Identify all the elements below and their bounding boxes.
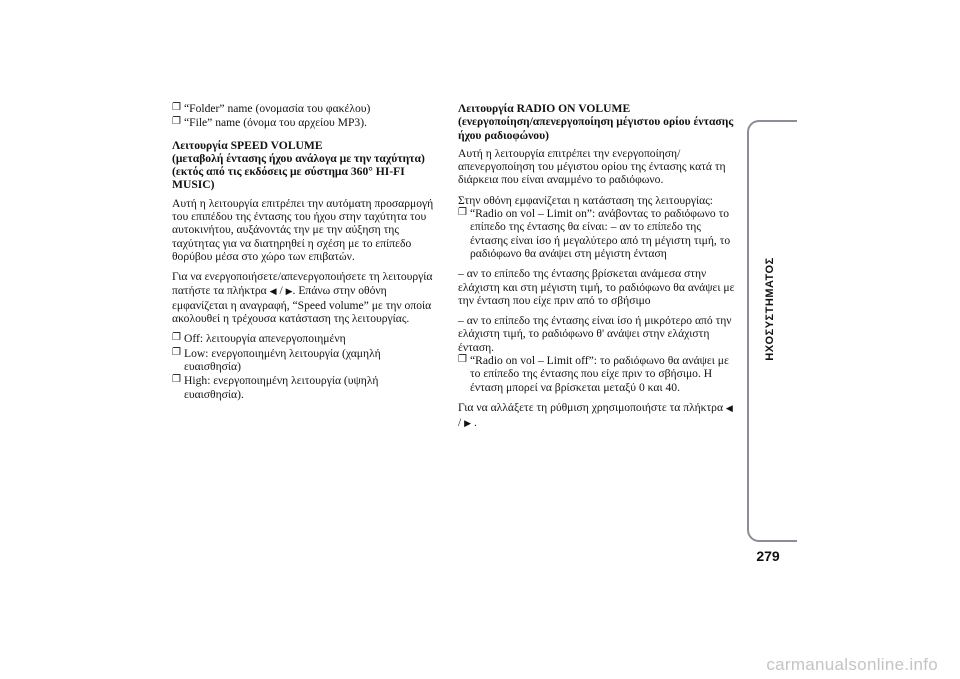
option-low: Low: ενεργοποιημένη λειτουργία (χαμηλή ευαισθησία) [184,346,381,374]
list-item [458,207,736,260]
page-number: 279 [756,548,780,564]
list-item [458,354,736,394]
arrow-left-icon: ◀ [269,286,277,297]
option-off: Off: λειτουργία απενεργοποιημένη [184,332,346,346]
limit-on-text: “Radio on vol – Limit on”: ανάβοντας το ραδιόφωνο το επίπεδο της έντασης θα είναι: – αν το επίπεδο της έντασης είναι ίσο ή μεγαλύτερο από τη μέγιστη τιμή, το ραδιόφωνο θα ανάψει στη μέγιστη ένταση [470,207,731,260]
speed-volume-activation: Για να ενεργοποιήσετε/απενεργοποιήσετε τη λειτουργία πατήστε τα πλήκτρα ◀ / ▶. Επάνω στην οθόνη εμφανίζεται η αναγραφή, “Speed volume” με την οποία ακολουθεί η τρέχουσα κατάσταση της λειτουργίας. [172,270,433,326]
checkbox-bullet-icon: ❐ [458,207,467,219]
left-column [172,102,440,402]
list-item [172,347,440,374]
arrow-right-icon: ▶ [464,419,472,430]
file-name-text: “File” name (όνομα του αρχείου MP3). [184,116,367,130]
option-high: High: ενεργοποιημένη λειτουργία (υψηλή ευαισθησία). [184,374,379,401]
limit-lower-text: – αν το επίπεδο της έντασης είναι ίσο ή μικρότερο από την ελάχιστη τιμή, το ραδιόφωνο θ' ανάψει στην ελάχιστη ένταση. [458,314,732,354]
speed-volume-description: Αυτή η λειτουργία επιτρέπει την αυτόματη προσαρμογή του επιπέδου της έντασης του ήχου στην ταχύτητα του αυτοκινήτου, αυξάνοντάς την με την αύξηση της ταχύτητας για να διατηρηθεί η σχέση με το επίπεδο θορύβου μέσα στο χώρο των επιβατών. [172,196,434,263]
checkbox-bullet-icon: ❐ [172,116,181,128]
change-setting-text: Για να αλλάξετε τη ρύθμιση χρησιμοποιήστε τα πλήκτρα ◀ / ▶ . [458,400,733,430]
list-item [172,102,440,115]
limit-off-text: “Radio on vol – Limit off”: το ραδιόφωνο θα ανάψει με το επίπεδο της έντασης που είχε πριν το σβήσιμο. Η ένταση μπορεί να βρίσκεται μεταξύ 0 και 40. [470,354,729,394]
speed-volume-heading: Λειτουργία SPEED VOLUME (μεταβολή έντασης ήχου ανάλογα με την ταχύτητα) (εκτός από τις εκδόσεις με σύστημα 360° HI-FI MUSIC) [172,138,425,192]
checkbox-bullet-icon: ❐ [172,346,181,358]
arrow-left-icon: ◀ [725,403,733,414]
list-item [172,116,440,129]
folder-name-text: “Folder” name (ονομασία του φακέλου) [184,102,371,115]
radio-on-volume-description: Αυτή η λειτουργία επιτρέπει την ενεργοποίηση/απενεργοποίηση του μέγιστου ορίου της έντασης κατά τη διάρκεια που είναι αναμμένο το ραδιόφωνο. [458,146,726,187]
checkbox-bullet-icon: ❐ [172,374,181,386]
radio-on-volume-heading: Λειτουργία RADIO ON VOLUME (ενεργοποίηση/απενεργοποίηση μέγιστου ορίου έντασης ήχου ραδιοφώνου) [458,102,734,142]
checkbox-bullet-icon: ❐ [172,332,181,344]
limit-between-text: – αν το επίπεδο της έντασης βρίσκεται ανάμεσα στην ελάχιστη και στη μέγιστη τιμή, το ραδιόφωνο θα ανάψει με την ένταση που είχε πριν από το σβήσιμο [458,267,735,307]
radio-status-text: Στην οθόνη εμφανίζεται η κατάσταση της λειτουργίας: [458,193,714,207]
right-column [458,102,736,439]
list-item [172,374,440,401]
checkbox-bullet-icon: ❐ [458,354,467,366]
list-item [172,332,440,345]
arrow-right-icon: ▶ [285,286,293,297]
watermark: carmanualsonline.info [766,655,938,674]
checkbox-bullet-icon: ❐ [172,102,181,113]
